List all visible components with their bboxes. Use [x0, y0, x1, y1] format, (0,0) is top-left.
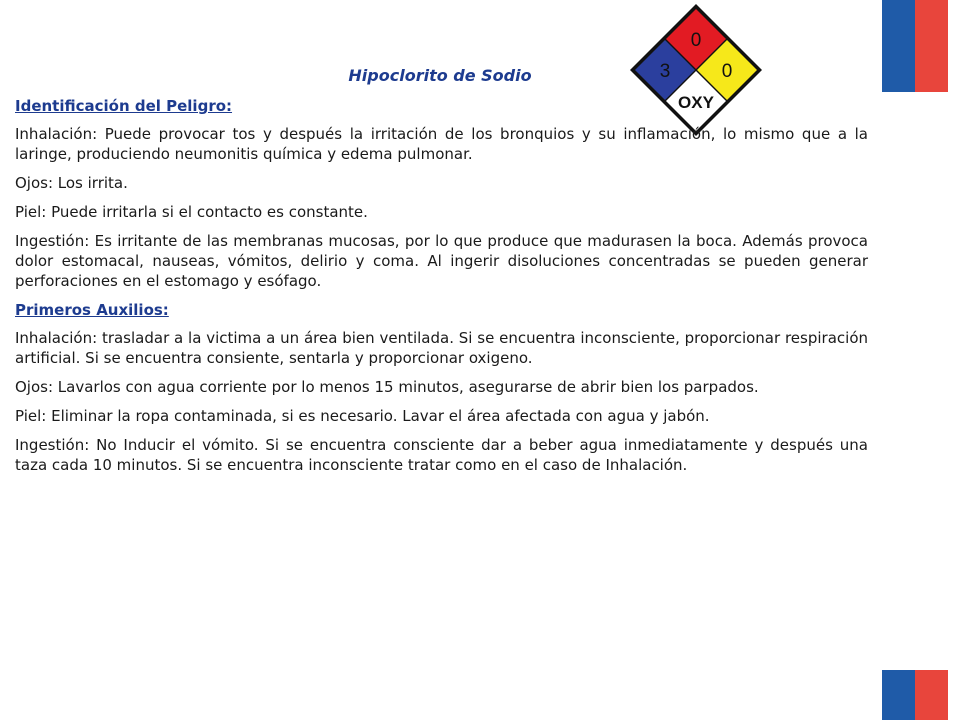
paragraph-eyes: Ojos: Lavarlos con agua corriente por lo menos 15 minutos, asegurarse de abrir bien los parpados.: [15, 378, 759, 396]
nfpa-flammability-value: 0: [690, 30, 702, 51]
paragraph-skin: Piel: Puede irritarla si el contacto es constante.: [15, 203, 368, 221]
nfpa-special-value: OXY: [678, 93, 714, 112]
flag-red-stripe: [915, 670, 948, 720]
flag-red-stripe: [915, 0, 948, 92]
section-heading: Primeros Auxilios:: [15, 301, 169, 319]
section-hazard-identification: [15, 96, 868, 291]
flag-decoration-top: [882, 0, 948, 92]
paragraph-skin: Piel: Eliminar la ropa contaminada, si es necesario. Lavar el área afectada con agua y jabón.: [15, 407, 710, 425]
paragraph-inhalation: Inhalación: Puede provocar tos y después la irritación de los bronquios y su inflamación, lo mismo que a la laringe, produciendo neumonitis química y edema pulmonar.: [15, 125, 868, 163]
document-title: Hipoclorito de Sodio: [348, 66, 532, 85]
paragraph-eyes: Ojos: Los irrita.: [15, 174, 128, 192]
nfpa-health-value: 3: [659, 61, 671, 82]
nfpa-reactivity-value: 0: [721, 61, 733, 82]
paragraph-ingestion: Ingestión: No Inducir el vómito. Si se encuentra consciente dar a beber agua inmediatamente y después una taza cada 10 minutos. Si se encuentra inconsciente tratar como en el caso de Inhalación.: [15, 436, 868, 474]
flag-blue-stripe: [882, 670, 915, 720]
section-first-aid: [15, 300, 868, 475]
document-body: [15, 96, 868, 484]
section-heading: Identificación del Peligro:: [15, 97, 233, 115]
flag-decoration-bottom: [882, 670, 948, 720]
flag-blue-stripe: [882, 0, 915, 92]
paragraph-inhalation: Inhalación: trasladar a la victima a un área bien ventilada. Si se encuentra inconsciente, proporcionar respiración artificial. Si se encuentra consiente, sentarla y proporcionar oxigeno.: [15, 329, 868, 367]
paragraph-ingestion: Ingestión: Es irritante de las membranas mucosas, por lo que produce que madurasen la boca. Además provoca dolor estomacal, nauseas, vómitos, delirio y coma. Al ingerir disoluciones concentradas se pueden generar perforaciones en el estomago y esófago.: [15, 232, 868, 290]
